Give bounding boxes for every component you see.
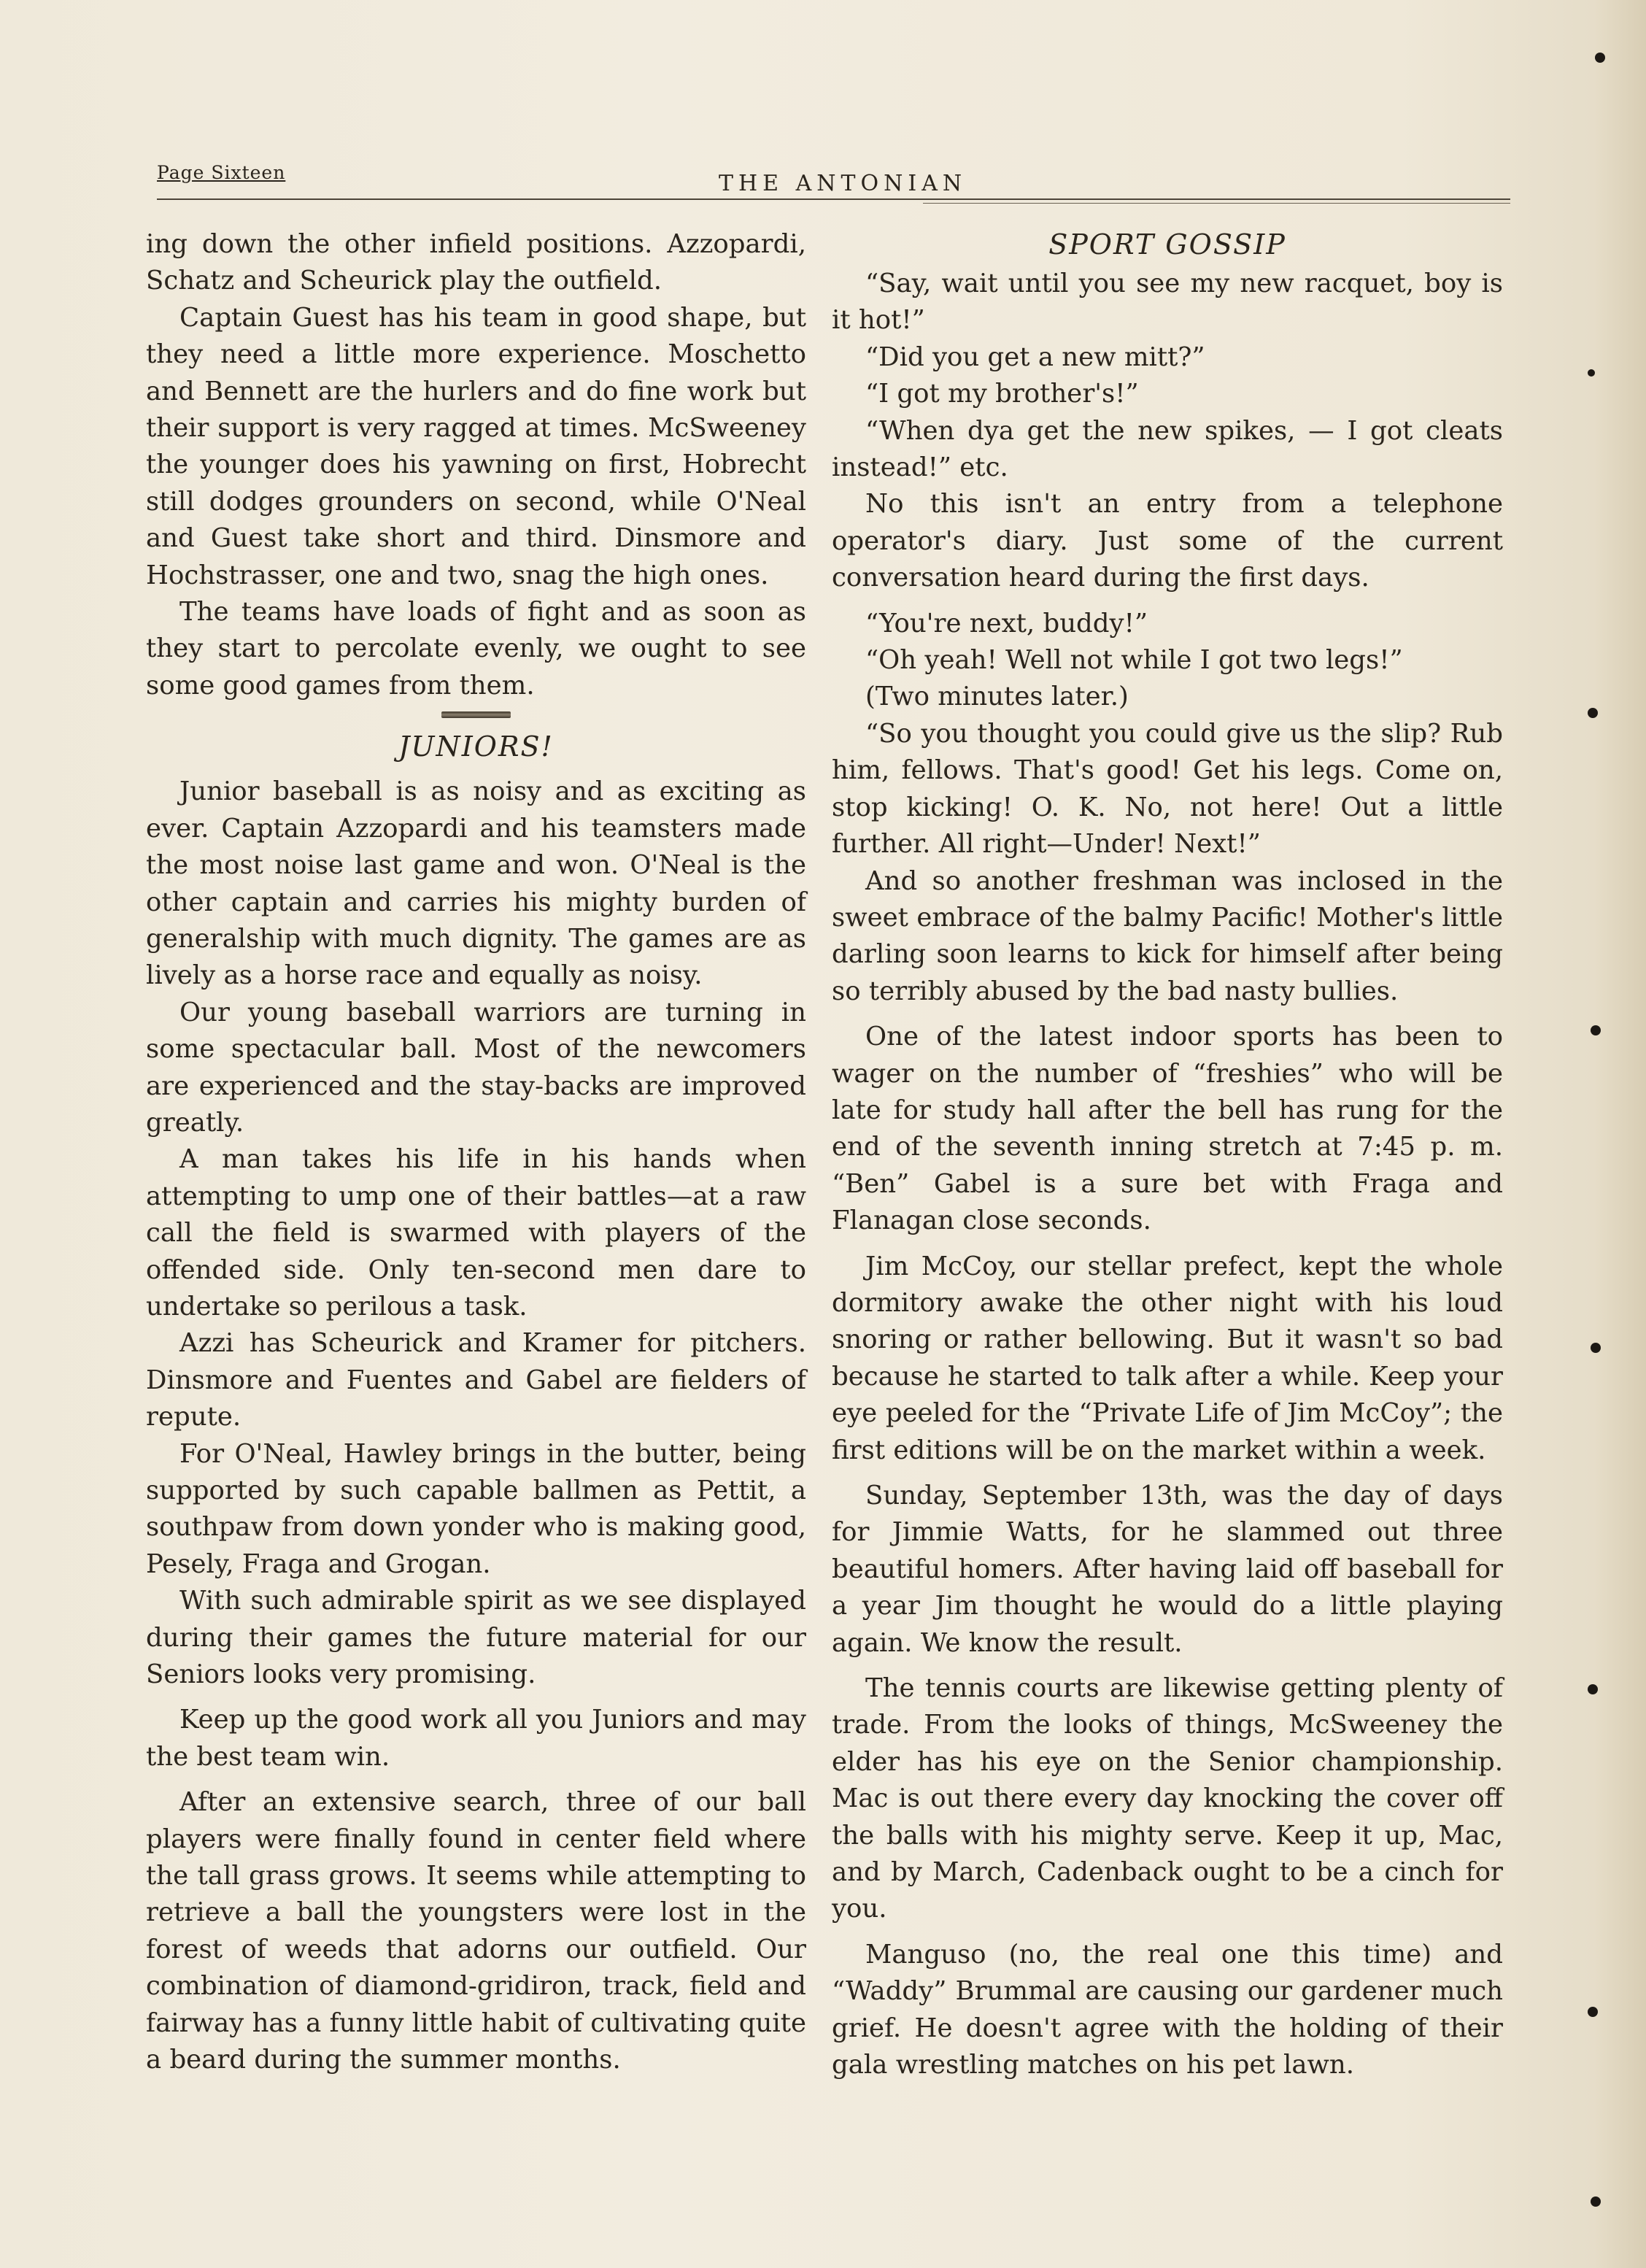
paragraph: Azzi has Scheurick and Kramer for pitchers. Dinsmore and Fuentes and Gabel are fielders of repute. [146,1328,806,1432]
paragraph: Junior baseball is as noisy and as exciting as ever. Captain Azzopardi and his teamsters made the most noise last game and won. O'Neal is the other captain and carries his mighty burden of generalship with much dignity. The games are as lively as a horse race and equally as noisy. [146,776,806,991]
paragraph: A man takes his life in his hands when attempting to ump one of their battles—at a raw call the field is swarmed with players of the offended side. Only ten-second men dare to undertake so perilous a task. [146,1144,806,1322]
dialogue-line: (Two minutes later.) [865,682,1129,712]
header-rule-secondary [923,203,1510,204]
dialogue-line: “You're next, buddy!” [865,608,1148,639]
binding-hole-mark [1591,1025,1601,1035]
paragraph: For O'Neal, Hawley brings in the butter, being supported by such capable ballmen as Pettit, a southpaw from down yonder who is making good, Pesely, Fraga and Grogan. [146,1438,806,1579]
paragraph: With such admirable spirit as we see displayed during their games the future material for our Seniors looks very promising. [146,1586,806,1690]
dialogue-line: “Oh yeah! Well not while I got two legs!” [865,645,1403,676]
paragraph: After an extensive search, three of our ball players were finally found in center field where the tall grass grows. It seems while attempting to retrieve a ball the youngsters were lost in the forest of weeds that adorns our outfield. Our combination of diamond-gridiron, track, field and fairway has a funny little habit of cultivating quite a beard during the summer months. [146,1787,806,2075]
paragraph: One of the latest indoor sports has been to wager on the number of “freshies” who will be late for study hall after the bell has rung for the end of the seventh inning stretch at 7:45 p. m. “Ben” Gabel is a sure bet with Fraga and Flanagan close seconds. [832,1022,1503,1236]
binding-hole-mark [1588,2007,1598,2017]
paragraph: Keep up the good work all you Juniors and may the best team win. [146,1705,806,1772]
right-column [832,226,1503,2084]
page-header [157,162,1510,206]
paragraph: The teams have loads of fight and as soon as they start to percolate evenly, we ought to see some good games from them. [146,597,806,701]
dialogue-line: “Did you get a new mitt?” [865,342,1205,372]
binding-edge [1595,0,1646,2268]
juniors-heading: JUNIORS! [398,730,554,763]
dialogue-line: “When dya get the new spikes, — I got cleats instead!” etc. [832,415,1503,483]
section-divider [441,711,511,718]
binding-hole-mark [1588,708,1598,718]
dialogue-line: “Say, wait until you see my new racquet, boy is it hot!” [832,269,1503,336]
paragraph: ing down the other infield positions. Azzopardi, Schatz and Scheurick play the outfield. [146,229,806,296]
binding-hole-mark [1591,1343,1601,1353]
paragraph: Our young baseball warriors are turning in some spectacular ball. Most of the newcomers are experienced and the stay-backs are improved greatly. [146,997,806,1138]
page-number-label: Page Sixteen [157,162,286,183]
dialogue-line: “I got my brother's!” [865,379,1139,409]
binding-hole-mark [1588,1684,1598,1694]
dialogue-line: “So you thought you could give us the slip? Rub him, fellows. That's good! Get his legs. Come on, stop kicking! O. K. No, not here! Out a little further. All right—Under! Next!” [832,718,1503,860]
binding-hole-mark [1591,2196,1601,2207]
publication-title: THE ANTONIAN [719,171,967,196]
paragraph: No this isn't an entry from a telephone operator's diary. Just some of the current conversation heard during the first days. [832,489,1503,593]
left-column [146,226,806,2079]
paragraph: The tennis courts are likewise getting plenty of trade. From the looks of things, McSweeney the elder has his eye on the Senior championship. Mac is out there every day knocking the cover off the balls with his mighty serve. Keep it up, Mac, and by March, Cadenback ought to be a cinch for you. [832,1673,1503,1924]
paragraph: And so another freshman was inclosed in the sweet embrace of the balmy Pacific! Mother's little darling soon learns to kick for himself after being so terribly abused by the bad nasty bullies. [832,865,1503,1006]
binding-hole-mark [1595,53,1605,63]
sport-gossip-heading: SPORT GOSSIP [1048,228,1286,261]
paragraph: Jim McCoy, our stellar prefect, kept the whole dormitory awake the other night with his loud snoring or rather bellowing. But it wasn't so bad because he started to talk after a while. Keep your eye peeled for the “Private Life of Jim McCoy”; the first editions will be on the market within a week. [832,1251,1503,1465]
binding-hole-mark [1588,369,1595,377]
paragraph: Manguso (no, the real one this time) and “Waddy” Brummal are causing our gardener much grief. He doesn't agree with the holding of their gala wrestling matches on his pet lawn. [832,1939,1503,2080]
paragraph: Sunday, September 13th, was the day of days for Jimmie Watts, for he slammed out three beautiful homers. After having laid off baseball for a year Jim thought he would do a little playing again. We know the result. [832,1481,1503,1658]
header-rule [157,198,1510,200]
paragraph: Captain Guest has his team in good shape, but they need a little more experience. Moschetto and Bennett are the hurlers and do fine work but their support is very ragged at times. McSweeney the younger does his yawning on first, Hobrecht still dodges grounders on second, while O'Neal and Guest take short and third. Dinsmore and Hochstrasser, one and two, snag the high ones. [146,302,806,590]
